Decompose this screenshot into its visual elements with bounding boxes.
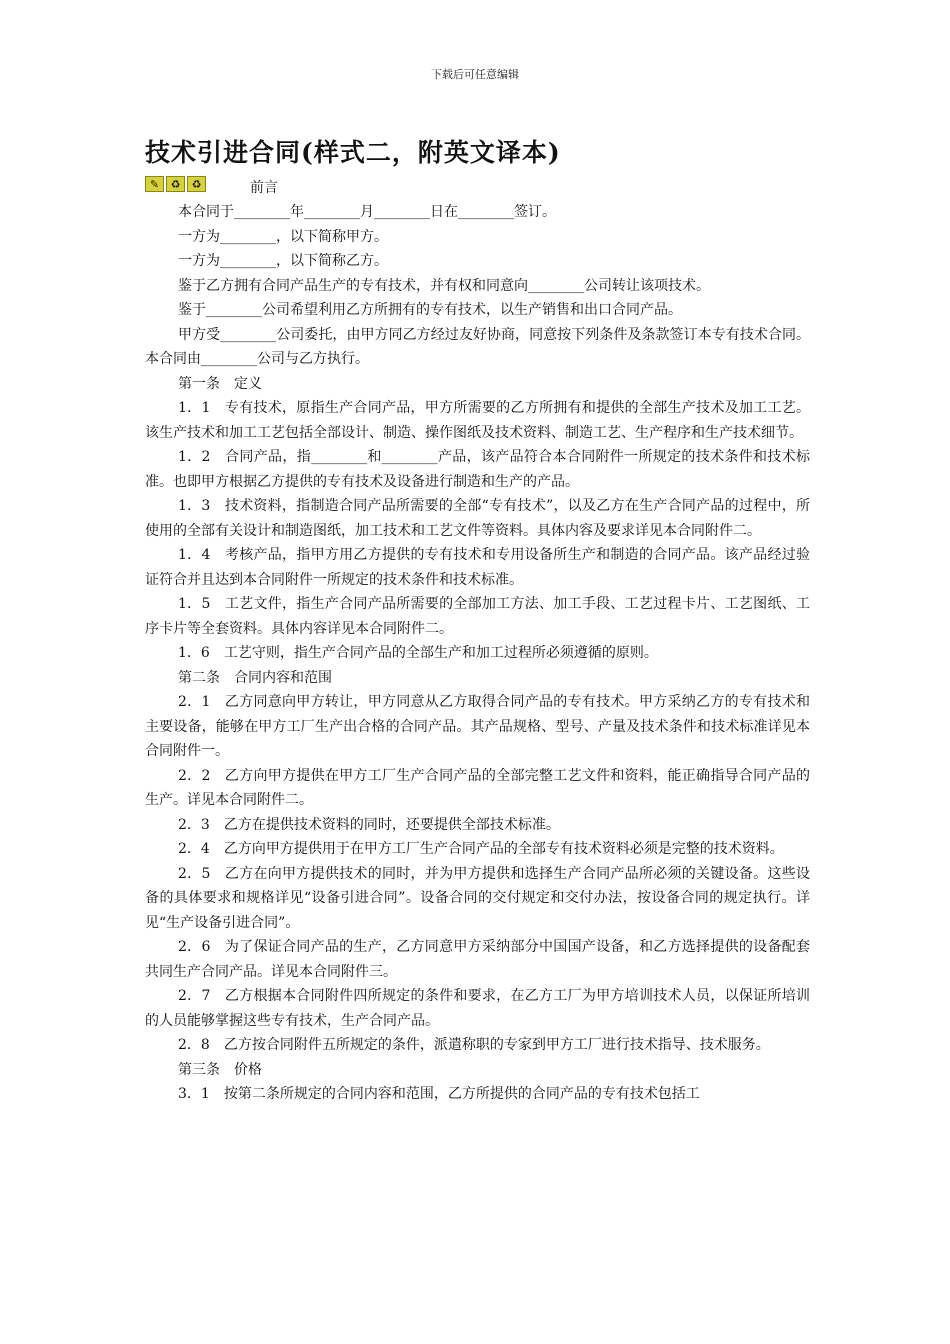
clause: 1．2 合同产品，指________和________产品，该产品符合本合同附件一所规定的技术条件和技术标准。也即甲方根据乙方提供的专有技术及设备进行制造和生产的产品。 (145, 449, 810, 490)
document-toolbar (145, 176, 206, 192)
clause: 2．8 乙方按合同附件五所规定的条件，派遣称职的专家到甲方工厂进行技术指导、技术服务。 (178, 1037, 770, 1053)
paragraph: 本合同于________年________月________日在________签订。 (178, 204, 556, 220)
paragraph: 鉴于________公司希望利用乙方所拥有的专有技术，以生产销售和出口合同产品。 (178, 302, 682, 318)
clause: 2．6 为了保证合同产品的生产，乙方同意甲方采纳部分中国国产设备，和乙方选择提供的设备配套共同生产合同产品。详见本合同附件三。 (145, 939, 810, 980)
article-heading: 第二条 合同内容和范围 (178, 669, 332, 686)
clause: 1．4 考核产品，指甲方用乙方提供的专有技术和专用设备所生产和制造的合同产品。该产品经过验证符合并且达到本合同附件一所规定的技术条件和技术标准。 (145, 547, 810, 588)
paragraph: 鉴于乙方拥有合同产品生产的专有技术，并有权和同意向________公司转让该项技术。 (178, 277, 710, 294)
feather-icon[interactable]: ✎ (145, 176, 164, 192)
document-body (145, 200, 810, 1107)
paragraph: 一方为________，以下简称甲方。 (178, 228, 388, 245)
recycle-icon[interactable]: ♻ (166, 176, 185, 192)
recycle-icon[interactable]: ♻ (187, 176, 206, 192)
paragraph: 一方为________，以下简称乙方。 (178, 253, 388, 269)
clause: 2．1 乙方同意向甲方转让，甲方同意从乙方取得合同产品的专有技术。甲方采纳乙方的专有技术和主要设备，能够在甲方工厂生产出合格的合同产品。其产品规格、型号、产量及技术条件和技术标准详见本合同附件一。 (145, 694, 810, 759)
clause: 2．5 乙方在向甲方提供技术的同时，并为甲方提供和选择生产合同产品所必须的关键设备。这些设备的具体要求和规格详见“设备引进合同”。设备合同的交付规定和交付办法，按设备合同的规定执行。详见“生产设备引进合同”。 (145, 865, 810, 931)
clause: 1．6 工艺守则，指生产合同产品的全部生产和加工过程所必须遵循的原则。 (178, 645, 658, 661)
clause: 2．7 乙方根据本合同附件四所规定的条件和要求，在乙方工厂为甲方培训技术人员，以保证所培训的人员能够掌握这些专有技术，生产合同产品。 (145, 988, 810, 1029)
article-heading: 第一条 定义 (178, 375, 262, 392)
clause: 3．1 按第二条所规定的合同内容和范围，乙方所提供的合同产品的专有技术包括工 (178, 1086, 700, 1102)
preface-label: 前言 (250, 180, 278, 196)
clause: 2．3 乙方在提供技术资料的同时，还要提供全部技术标准。 (178, 816, 560, 833)
clause: 2．4 乙方向甲方提供用于在甲方工厂生产合同产品的全部专有技术资料必须是完整的技术资料。 (178, 841, 784, 857)
article-heading: 第三条 价格 (178, 1061, 262, 1078)
clause: 1．3 技术资料，指制造合同产品所需要的全部“专有技术”，以及乙方在生产合同产品的过程中，所使用的全部有关设计和制造图纸，加工技术和工艺文件等资料。具体内容及要求详见本合同附件二。 (145, 498, 810, 539)
clause: 2．2 乙方向甲方提供在甲方工厂生产合同产品的全部完整工艺文件和资料，能正确指导合同产品的生产。详见本合同附件二。 (145, 767, 810, 808)
clause: 1．1 专有技术，原指生产合同产品，甲方所需要的乙方所拥有和提供的全部生产技术及加工工艺。该生产技术和加工工艺包括全部设计、制造、操作图纸及技术资料、制造工艺、生产程序和生产技术细节。 (145, 400, 810, 441)
clause: 1．5 工艺文件，指生产合同产品所需要的全部加工方法、加工手段、工艺过程卡片、工艺图纸、工序卡片等全套资料。具体内容详见本合同附件二。 (145, 596, 810, 637)
page-header-note: 下载后可任意编辑 (431, 68, 519, 81)
document-title: 技术引进合同(样式二，附英文译本) (145, 138, 561, 167)
paragraph: 甲方受________公司委托，由甲方同乙方经过友好协商，同意按下列条件及条款签订本专有技术合同。本合同由________公司与乙方执行。 (145, 326, 810, 367)
